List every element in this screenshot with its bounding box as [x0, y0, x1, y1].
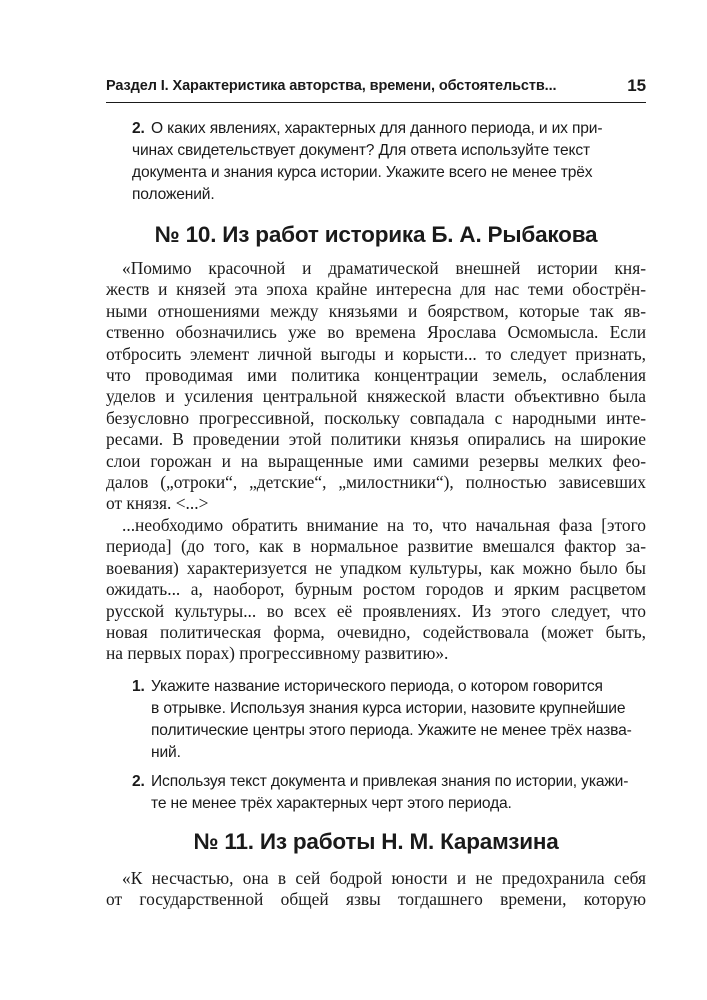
quote-line: что проводимая ими политика концентрации земель, ослабления — [106, 365, 646, 386]
quote-line: уделов и усиления центральной княжеской власти объективно была — [106, 386, 646, 407]
quote-line: жеств и князей эта эпоха крайне интересна для нас теми обострён- — [106, 279, 646, 300]
quote-line: «К несчастью, она в сей бодрой юности и не предохранила себя — [122, 868, 646, 888]
quote-line: новая политическая форма, очевидно, содействовала (может быть, — [106, 621, 646, 642]
quote-line: ственно обозначились уже во времена Ярослава Осмомысла. Если — [106, 322, 646, 343]
quote-line: на первых порах) прогрессивному развитию». — [106, 643, 449, 664]
section-10-quote — [106, 258, 646, 665]
quote-line: периода] (до того, как в нормальное развитие вмешался фактор за- — [106, 536, 646, 557]
question-line: в отрывке. Используя знания курса истории, назовите крупнейшие — [151, 700, 626, 717]
page-number: 15 — [627, 76, 646, 95]
question-number: 2. — [132, 773, 145, 790]
question-line: те не менее трёх характерных черт этого периода. — [151, 795, 512, 812]
quote-line: от государственной общей язвы тогдашнего времени, которую — [106, 889, 646, 910]
section-11-quote — [106, 868, 646, 911]
question-line: документа и знания курса истории. Укажите всего не менее трёх — [132, 164, 593, 181]
question-line: О каких явлениях, характерных для данного периода, и их при- — [151, 120, 603, 137]
section-11-title: № 11. Из работы Н. М. Карамзина — [193, 829, 559, 854]
quote-line: от князя. <...> — [106, 493, 209, 514]
section-10-question-2 — [106, 771, 646, 815]
question-line: чинах свидетельствует документ? Для ответа используйте текст — [132, 142, 590, 159]
question-number: 2. — [132, 120, 145, 137]
running-header — [106, 78, 646, 94]
quote-line: слои горожан и на выращенные ими самими резервы мелких фео- — [106, 450, 646, 471]
running-header-title: Раздел I. Характеристика авторства, времени, обстоятельств... — [106, 78, 557, 94]
section-10-question-1 — [106, 676, 646, 764]
question-line: Используя текст документа и привлекая знания по истории, укажи- — [151, 773, 629, 790]
section-10-title: № 10. Из работ историка Б. А. Рыбакова — [154, 222, 598, 247]
quote-line: безусловно прогрессивной, поскольку совпадала с народными инте- — [106, 407, 646, 428]
quote-line: ресами. В проведении этой политики князья опирались на широкие — [106, 429, 646, 450]
quote-line: ...необходимо обратить внимание на то, что начальная фаза [этого — [122, 514, 646, 535]
quote-line: ожидать... а, наоборот, бурным ростом городов и ярким расцветом — [106, 579, 646, 600]
quote-line: далов („отроки“, „детские“, „милостники“), полностью зависевших — [106, 472, 646, 493]
quote-line: «Помимо красочной и драматической внешней истории кня- — [122, 258, 646, 278]
header-rule — [106, 102, 646, 103]
question-line: Укажите название исторического периода, о котором говорится — [151, 678, 603, 695]
question-line: ний. — [151, 744, 181, 761]
quote-line: воевания) характеризуется не упадком культуры, как можно было бы — [106, 557, 646, 578]
question-line: положений. — [132, 186, 215, 203]
question-number: 1. — [132, 678, 145, 695]
quote-line: русской культуры... во всех её проявлениях. Из этого следует, что — [106, 600, 646, 621]
quote-line: ными отношениями между князьями и боярством, которые так яв- — [106, 300, 646, 321]
question-line: политические центры этого периода. Укажите не менее трёх назва- — [151, 722, 632, 739]
quote-line: отбросить элемент личной выгоды и корысти... то следует признать, — [106, 343, 646, 364]
question-2-top — [106, 118, 646, 206]
